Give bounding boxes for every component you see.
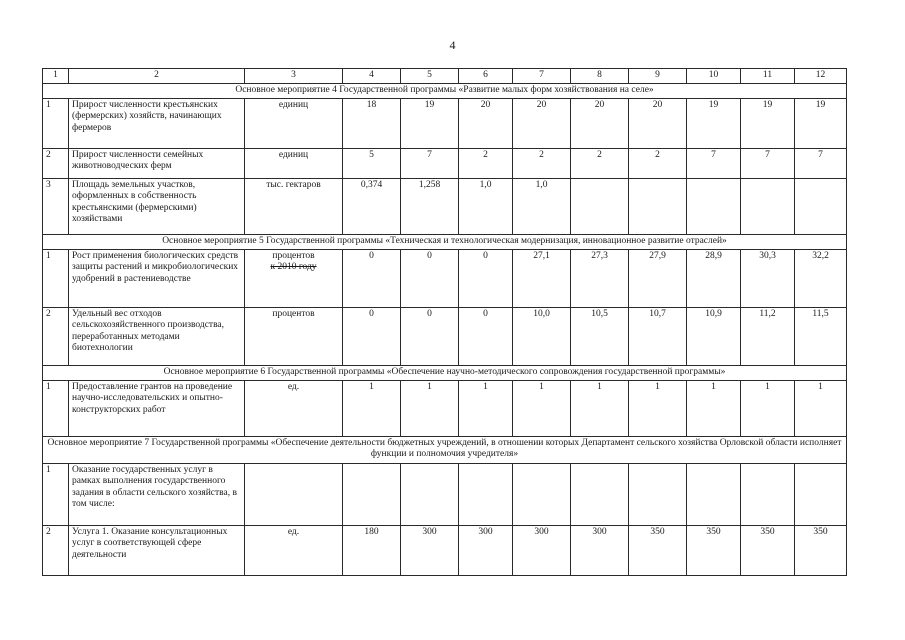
- value-cell: [459, 464, 513, 526]
- value-cell: [343, 464, 401, 526]
- value-cell: 10,5: [571, 308, 629, 366]
- value-cell: 1: [571, 381, 629, 437]
- table-row: [43, 381, 847, 437]
- value-cell: 7: [795, 149, 847, 179]
- table-row: [43, 179, 847, 235]
- column-header: 11: [741, 69, 795, 84]
- indicator-name: Услуга 1. Оказание консультационных услуг в соответствующей сфере деятельности: [69, 526, 245, 576]
- column-header: 10: [687, 69, 741, 84]
- section-title: Основное мероприятие 4 Государственной программы «Развитие малых форм хозяйствования на селе»: [43, 84, 847, 99]
- column-header: 1: [43, 69, 69, 84]
- indicator-name: Прирост численности крестьянских (фермерских) хозяйств, начинающих фермеров: [69, 99, 245, 149]
- value-cell: 0,374: [343, 179, 401, 235]
- value-cell: [741, 179, 795, 235]
- value-cell: 32,2: [795, 250, 847, 308]
- value-cell: [629, 464, 687, 526]
- unit-text: процентов: [272, 251, 315, 261]
- value-cell: 0: [343, 250, 401, 308]
- unit-strikethrough-text: к 2010 году: [270, 262, 317, 273]
- value-cell: 2: [629, 149, 687, 179]
- value-cell: 20: [513, 99, 571, 149]
- row-number: 3: [43, 179, 69, 235]
- section-title: Основное мероприятие 6 Государственной программы «Обеспечение научно-методического сопровождения государственной программы»: [43, 366, 847, 381]
- value-cell: 19: [687, 99, 741, 149]
- unit-cell: [245, 99, 343, 149]
- value-cell: 18: [343, 99, 401, 149]
- unit-text: ед.: [287, 382, 300, 392]
- value-cell: 20: [571, 99, 629, 149]
- unit-text: единиц: [278, 150, 309, 160]
- column-header: 9: [629, 69, 687, 84]
- unit-text: ед.: [287, 527, 300, 537]
- value-cell: 1,0: [513, 179, 571, 235]
- table-row: [43, 149, 847, 179]
- indicator-name: Оказание государственных услуг в рамках выполнения государственного задания в области сельского хозяйства, в том числе:: [69, 464, 245, 526]
- value-cell: 0: [459, 308, 513, 366]
- value-cell: 0: [401, 250, 459, 308]
- value-cell: 1: [741, 381, 795, 437]
- value-cell: 0: [401, 308, 459, 366]
- value-cell: 11,5: [795, 308, 847, 366]
- value-cell: 2: [459, 149, 513, 179]
- value-cell: 1: [795, 381, 847, 437]
- value-cell: 1,0: [459, 179, 513, 235]
- value-cell: 7: [401, 149, 459, 179]
- table-row: [43, 526, 847, 576]
- value-cell: 2: [513, 149, 571, 179]
- value-cell: 0: [459, 250, 513, 308]
- row-number: 1: [43, 99, 69, 149]
- unit-cell: [245, 250, 343, 308]
- value-cell: 2: [571, 149, 629, 179]
- value-cell: 0: [343, 308, 401, 366]
- value-cell: 19: [401, 99, 459, 149]
- value-cell: 1: [343, 381, 401, 437]
- column-header: 7: [513, 69, 571, 84]
- value-cell: 20: [629, 99, 687, 149]
- value-cell: [401, 464, 459, 526]
- value-cell: [571, 179, 629, 235]
- value-cell: [795, 464, 847, 526]
- value-cell: 1: [513, 381, 571, 437]
- value-cell: [629, 179, 687, 235]
- indicators-table: [42, 68, 847, 576]
- table-row: [43, 99, 847, 149]
- row-number: 2: [43, 526, 69, 576]
- row-number: 1: [43, 381, 69, 437]
- unit-cell: [245, 381, 343, 437]
- value-cell: [687, 464, 741, 526]
- page-number: 4: [449, 38, 456, 52]
- value-cell: 7: [687, 149, 741, 179]
- value-cell: [741, 464, 795, 526]
- value-cell: 27,3: [571, 250, 629, 308]
- unit-cell: [245, 464, 343, 526]
- value-cell: 300: [513, 526, 571, 576]
- column-number-row: [43, 69, 847, 84]
- unit-cell: [245, 308, 343, 366]
- value-cell: 10,7: [629, 308, 687, 366]
- row-number: 2: [43, 308, 69, 366]
- value-cell: 10,9: [687, 308, 741, 366]
- section-row: [43, 366, 847, 381]
- value-cell: 1: [459, 381, 513, 437]
- unit-cell: [245, 149, 343, 179]
- value-cell: 300: [571, 526, 629, 576]
- indicator-name: Площадь земельных участков, оформленных в собственность крестьянскими (фермерскими) хозяйствами: [69, 179, 245, 235]
- unit-cell: [245, 526, 343, 576]
- value-cell: [571, 464, 629, 526]
- value-cell: 350: [687, 526, 741, 576]
- value-cell: 300: [459, 526, 513, 576]
- indicator-name: Прирост численности семейных животноводческих ферм: [69, 149, 245, 179]
- value-cell: [795, 179, 847, 235]
- table-row: [43, 250, 847, 308]
- column-header: 5: [401, 69, 459, 84]
- indicator-name: Предоставление грантов на проведение научно-исследовательских и опытно-конструкторских работ: [69, 381, 245, 437]
- value-cell: 20: [459, 99, 513, 149]
- value-cell: 350: [795, 526, 847, 576]
- table-row: [43, 308, 847, 366]
- indicator-name: Рост применения биологических средств защиты растений и микробиологических удобрений в растениеводстве: [69, 250, 245, 308]
- indicator-name: Удельный вес отходов сельскохозяйственного производства, переработанных методами биотехнологии: [69, 308, 245, 366]
- value-cell: 27,9: [629, 250, 687, 308]
- section-title: Основное мероприятие 7 Государственной программы «Обеспечение деятельности бюджетных учреждений, в отношении которых Департамент сельского хозяйства Орловской области исполняет функции и полномочия учредителя»: [43, 437, 847, 464]
- column-header: 6: [459, 69, 513, 84]
- row-number: 1: [43, 464, 69, 526]
- value-cell: 350: [741, 526, 795, 576]
- unit-text: единиц: [278, 100, 309, 110]
- value-cell: [687, 179, 741, 235]
- table-row: [43, 464, 847, 526]
- column-header: 12: [795, 69, 847, 84]
- column-header: 2: [69, 69, 245, 84]
- value-cell: 19: [795, 99, 847, 149]
- value-cell: 7: [741, 149, 795, 179]
- row-number: 2: [43, 149, 69, 179]
- value-cell: 180: [343, 526, 401, 576]
- row-number: 1: [43, 250, 69, 308]
- unit-text: тыс. гектаров: [266, 180, 321, 190]
- value-cell: 5: [343, 149, 401, 179]
- value-cell: 11,2: [741, 308, 795, 366]
- value-cell: 300: [401, 526, 459, 576]
- section-title: Основное мероприятие 5 Государственной программы «Техническая и технологическая модернизация, инновационное развитие отраслей»: [43, 235, 847, 250]
- section-row: [43, 437, 847, 464]
- column-header: 3: [245, 69, 343, 84]
- value-cell: 1: [629, 381, 687, 437]
- value-cell: 28,9: [687, 250, 741, 308]
- column-header: 8: [571, 69, 629, 84]
- value-cell: 1: [401, 381, 459, 437]
- value-cell: [513, 464, 571, 526]
- unit-text: процентов: [272, 309, 315, 319]
- value-cell: 1,258: [401, 179, 459, 235]
- value-cell: 30,3: [741, 250, 795, 308]
- value-cell: 1: [687, 381, 741, 437]
- value-cell: 27,1: [513, 250, 571, 308]
- unit-cell: [245, 179, 343, 235]
- section-row: [43, 235, 847, 250]
- value-cell: 19: [741, 99, 795, 149]
- value-cell: 10,0: [513, 308, 571, 366]
- value-cell: 350: [629, 526, 687, 576]
- section-row: [43, 84, 847, 99]
- column-header: 4: [343, 69, 401, 84]
